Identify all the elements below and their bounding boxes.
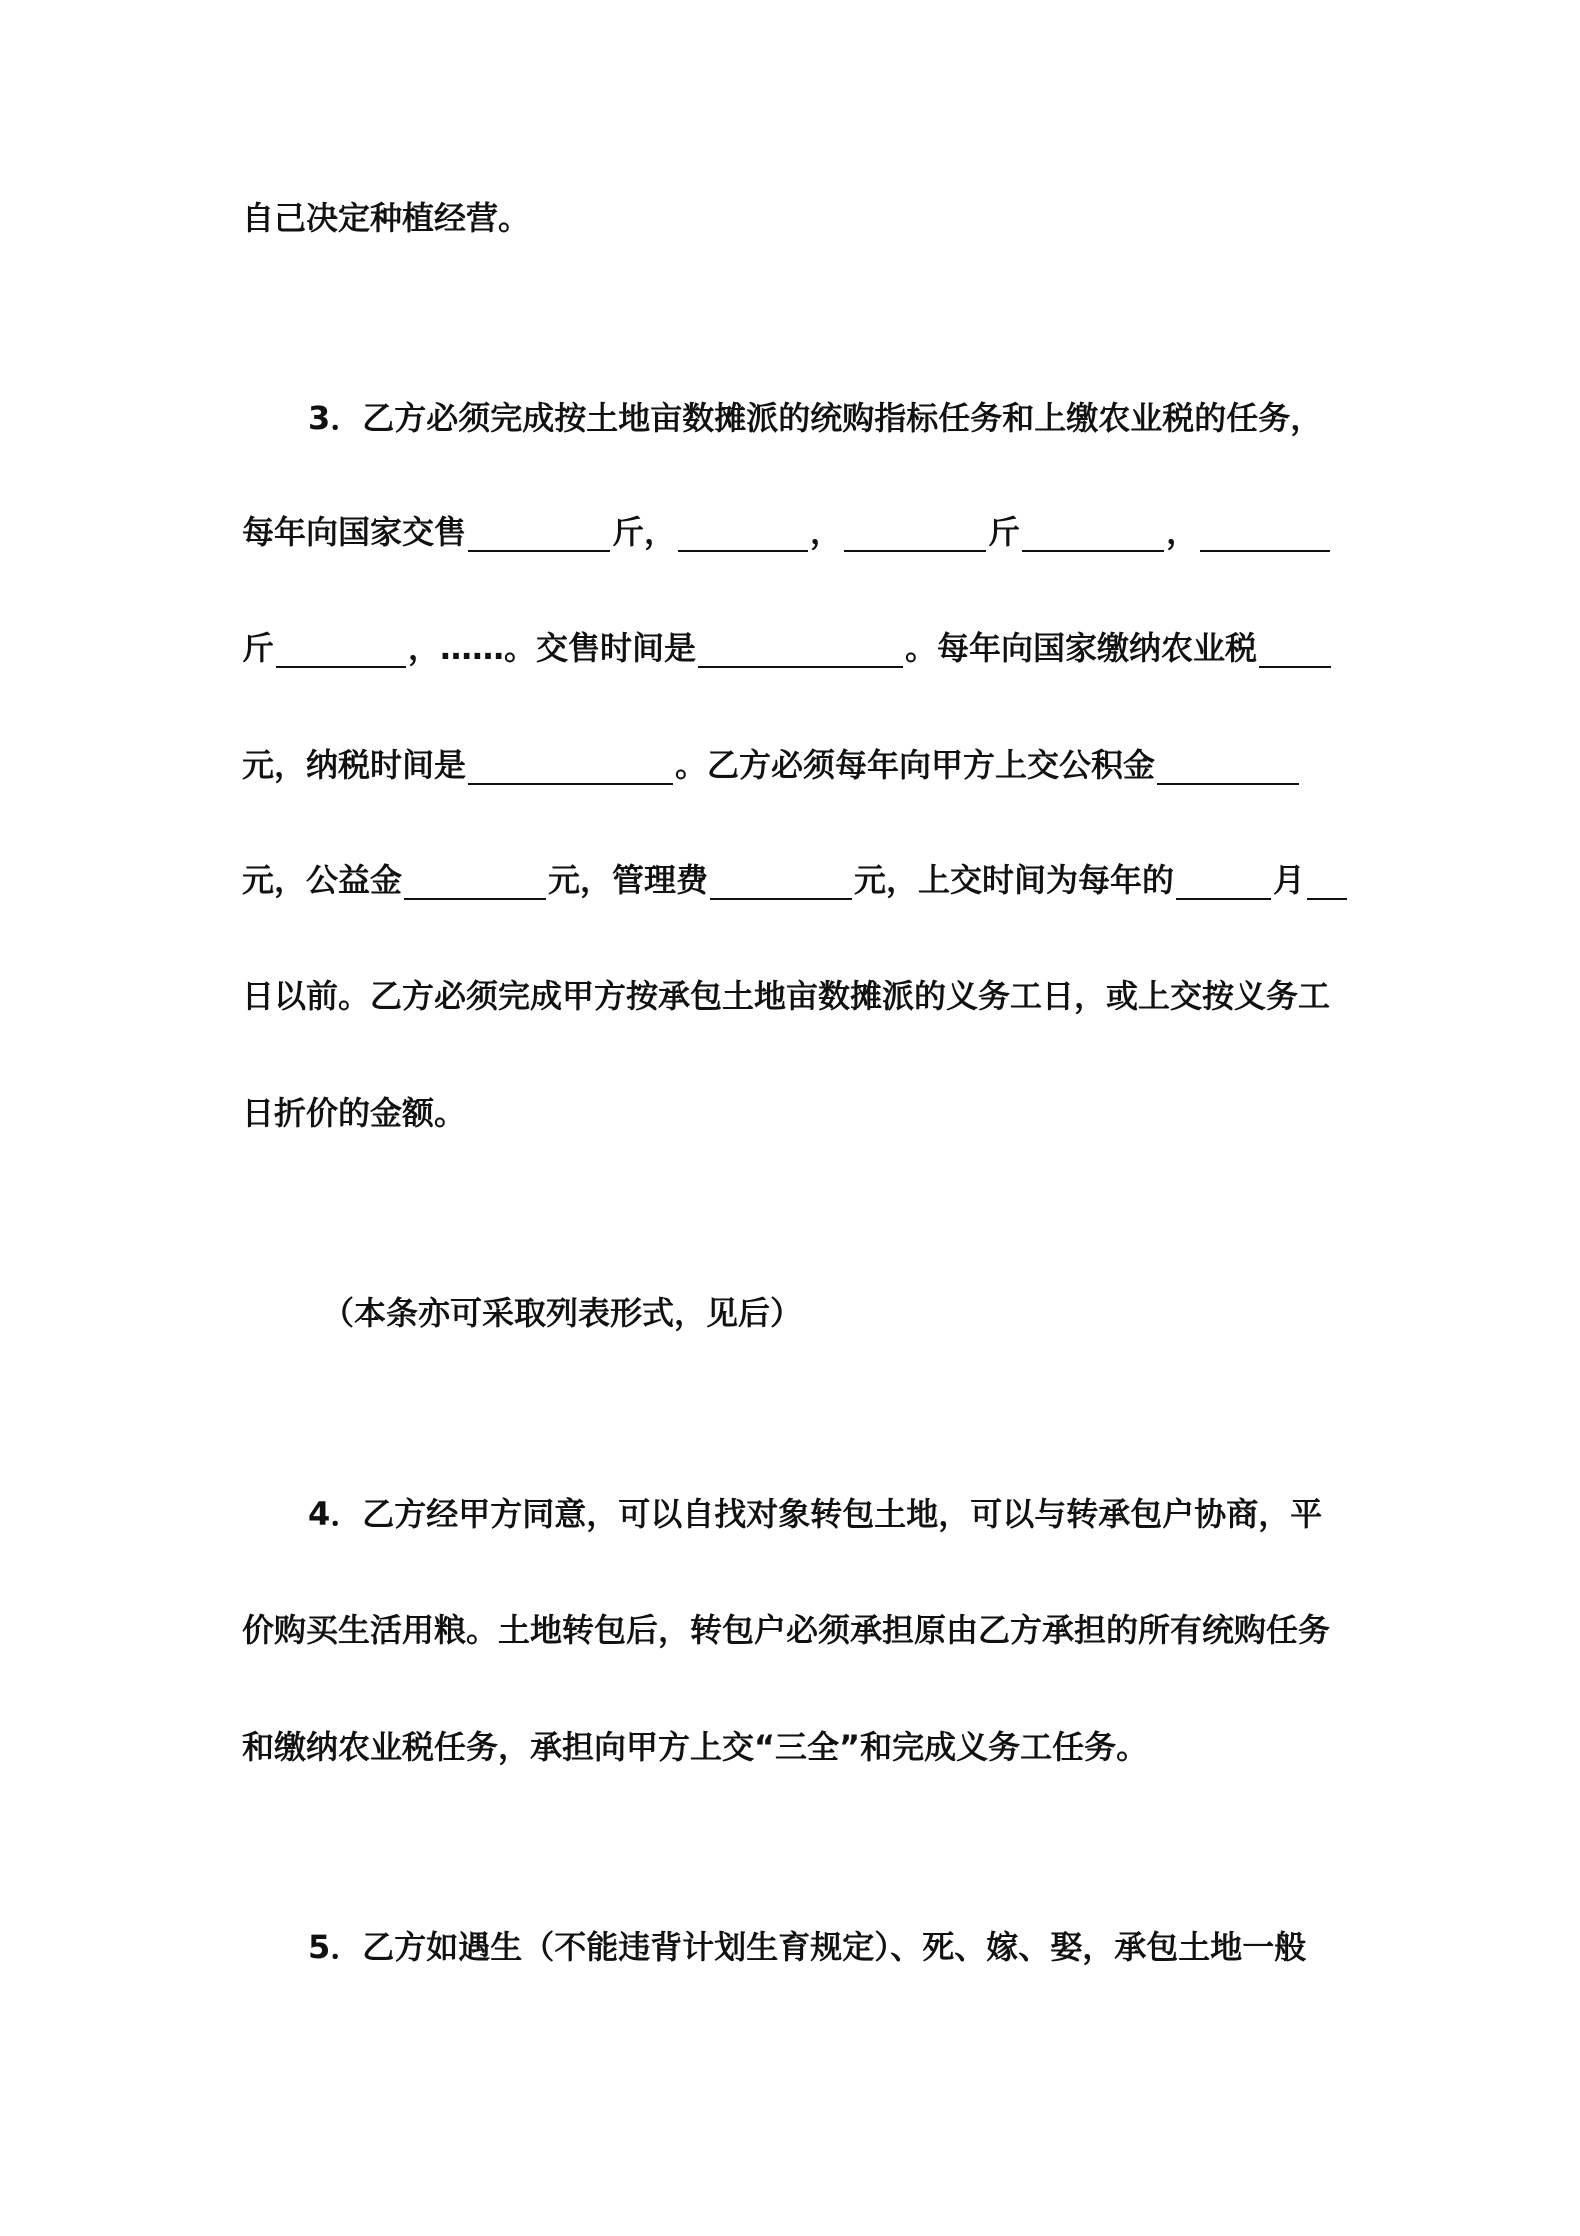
fill-in-blank[interactable] (844, 516, 986, 552)
text-segment: 。每年向国家缴纳农业税 (905, 629, 1258, 667)
clause-5-line-1: 5．乙方如遇生（不能违背计划生育规定）、死、嫁、娶，承包土地一般 (308, 1928, 1307, 1966)
clause-3-line-5 (242, 860, 1342, 900)
clause-3-line-4 (242, 745, 1342, 785)
fill-in-blank[interactable] (276, 632, 406, 668)
text-segment: 斤 (988, 513, 1021, 551)
clause-3-line-7: 日折价的金额。 (242, 1094, 467, 1132)
text-segment: 。乙方必须每年向甲方上交公积金 (675, 746, 1156, 784)
clause-4-line-1: 4．乙方经甲方同意，可以自找对象转包土地，可以与转承包户协商，平 (308, 1495, 1323, 1533)
clause-3-note: （本条亦可采取列表形式，见后） (322, 1294, 803, 1332)
fill-in-blank[interactable] (468, 749, 673, 785)
text-segment: 元，公益金 (242, 861, 403, 899)
text-segment: 月 (1273, 861, 1306, 899)
paragraph-continuation: 自己决定种植经营。 (242, 199, 531, 237)
clause-3-line-1: 3．乙方必须完成按土地亩数摊派的统购指标任务和上缴农业税的任务， (308, 399, 1323, 437)
text-segment: 每年向国家交售 (242, 513, 467, 551)
fill-in-blank[interactable] (1259, 632, 1331, 668)
clause-4-line-3: 和缴纳农业税任务，承担向甲方上交“三全”和完成义务工任务。 (242, 1728, 1149, 1766)
text-segment: ， (1166, 513, 1199, 551)
text-segment: ， (810, 513, 843, 551)
clause-3-line-2 (242, 512, 1342, 552)
text-segment: ，……。交售时间是 (408, 629, 697, 667)
fill-in-blank[interactable] (1200, 516, 1330, 552)
fill-in-blank[interactable] (678, 516, 808, 552)
text-segment: 元，管理费 (548, 861, 709, 899)
fill-in-blank[interactable] (1022, 516, 1164, 552)
text-segment: 斤， (612, 513, 677, 551)
fill-in-blank[interactable] (710, 864, 852, 900)
fill-in-blank[interactable] (468, 516, 610, 552)
clause-3-line-3 (242, 628, 1342, 668)
text-segment: 斤 (242, 629, 275, 667)
text-segment: 元，上交时间为每年的 (854, 861, 1175, 899)
fill-in-blank[interactable] (1176, 864, 1271, 900)
fill-in-blank[interactable] (1307, 864, 1347, 900)
fill-in-blank[interactable] (1157, 749, 1299, 785)
fill-in-blank[interactable] (698, 632, 903, 668)
clause-4-line-2: 价购买生活用粮。土地转包后，转包户必须承担原由乙方承担的所有统购任务 (242, 1611, 1331, 1649)
fill-in-blank[interactable] (404, 864, 546, 900)
clause-3-line-6: 日以前。乙方必须完成甲方按承包土地亩数摊派的义务工日，或上交按义务工 (242, 977, 1331, 1015)
text-segment: 元，纳税时间是 (242, 746, 467, 784)
